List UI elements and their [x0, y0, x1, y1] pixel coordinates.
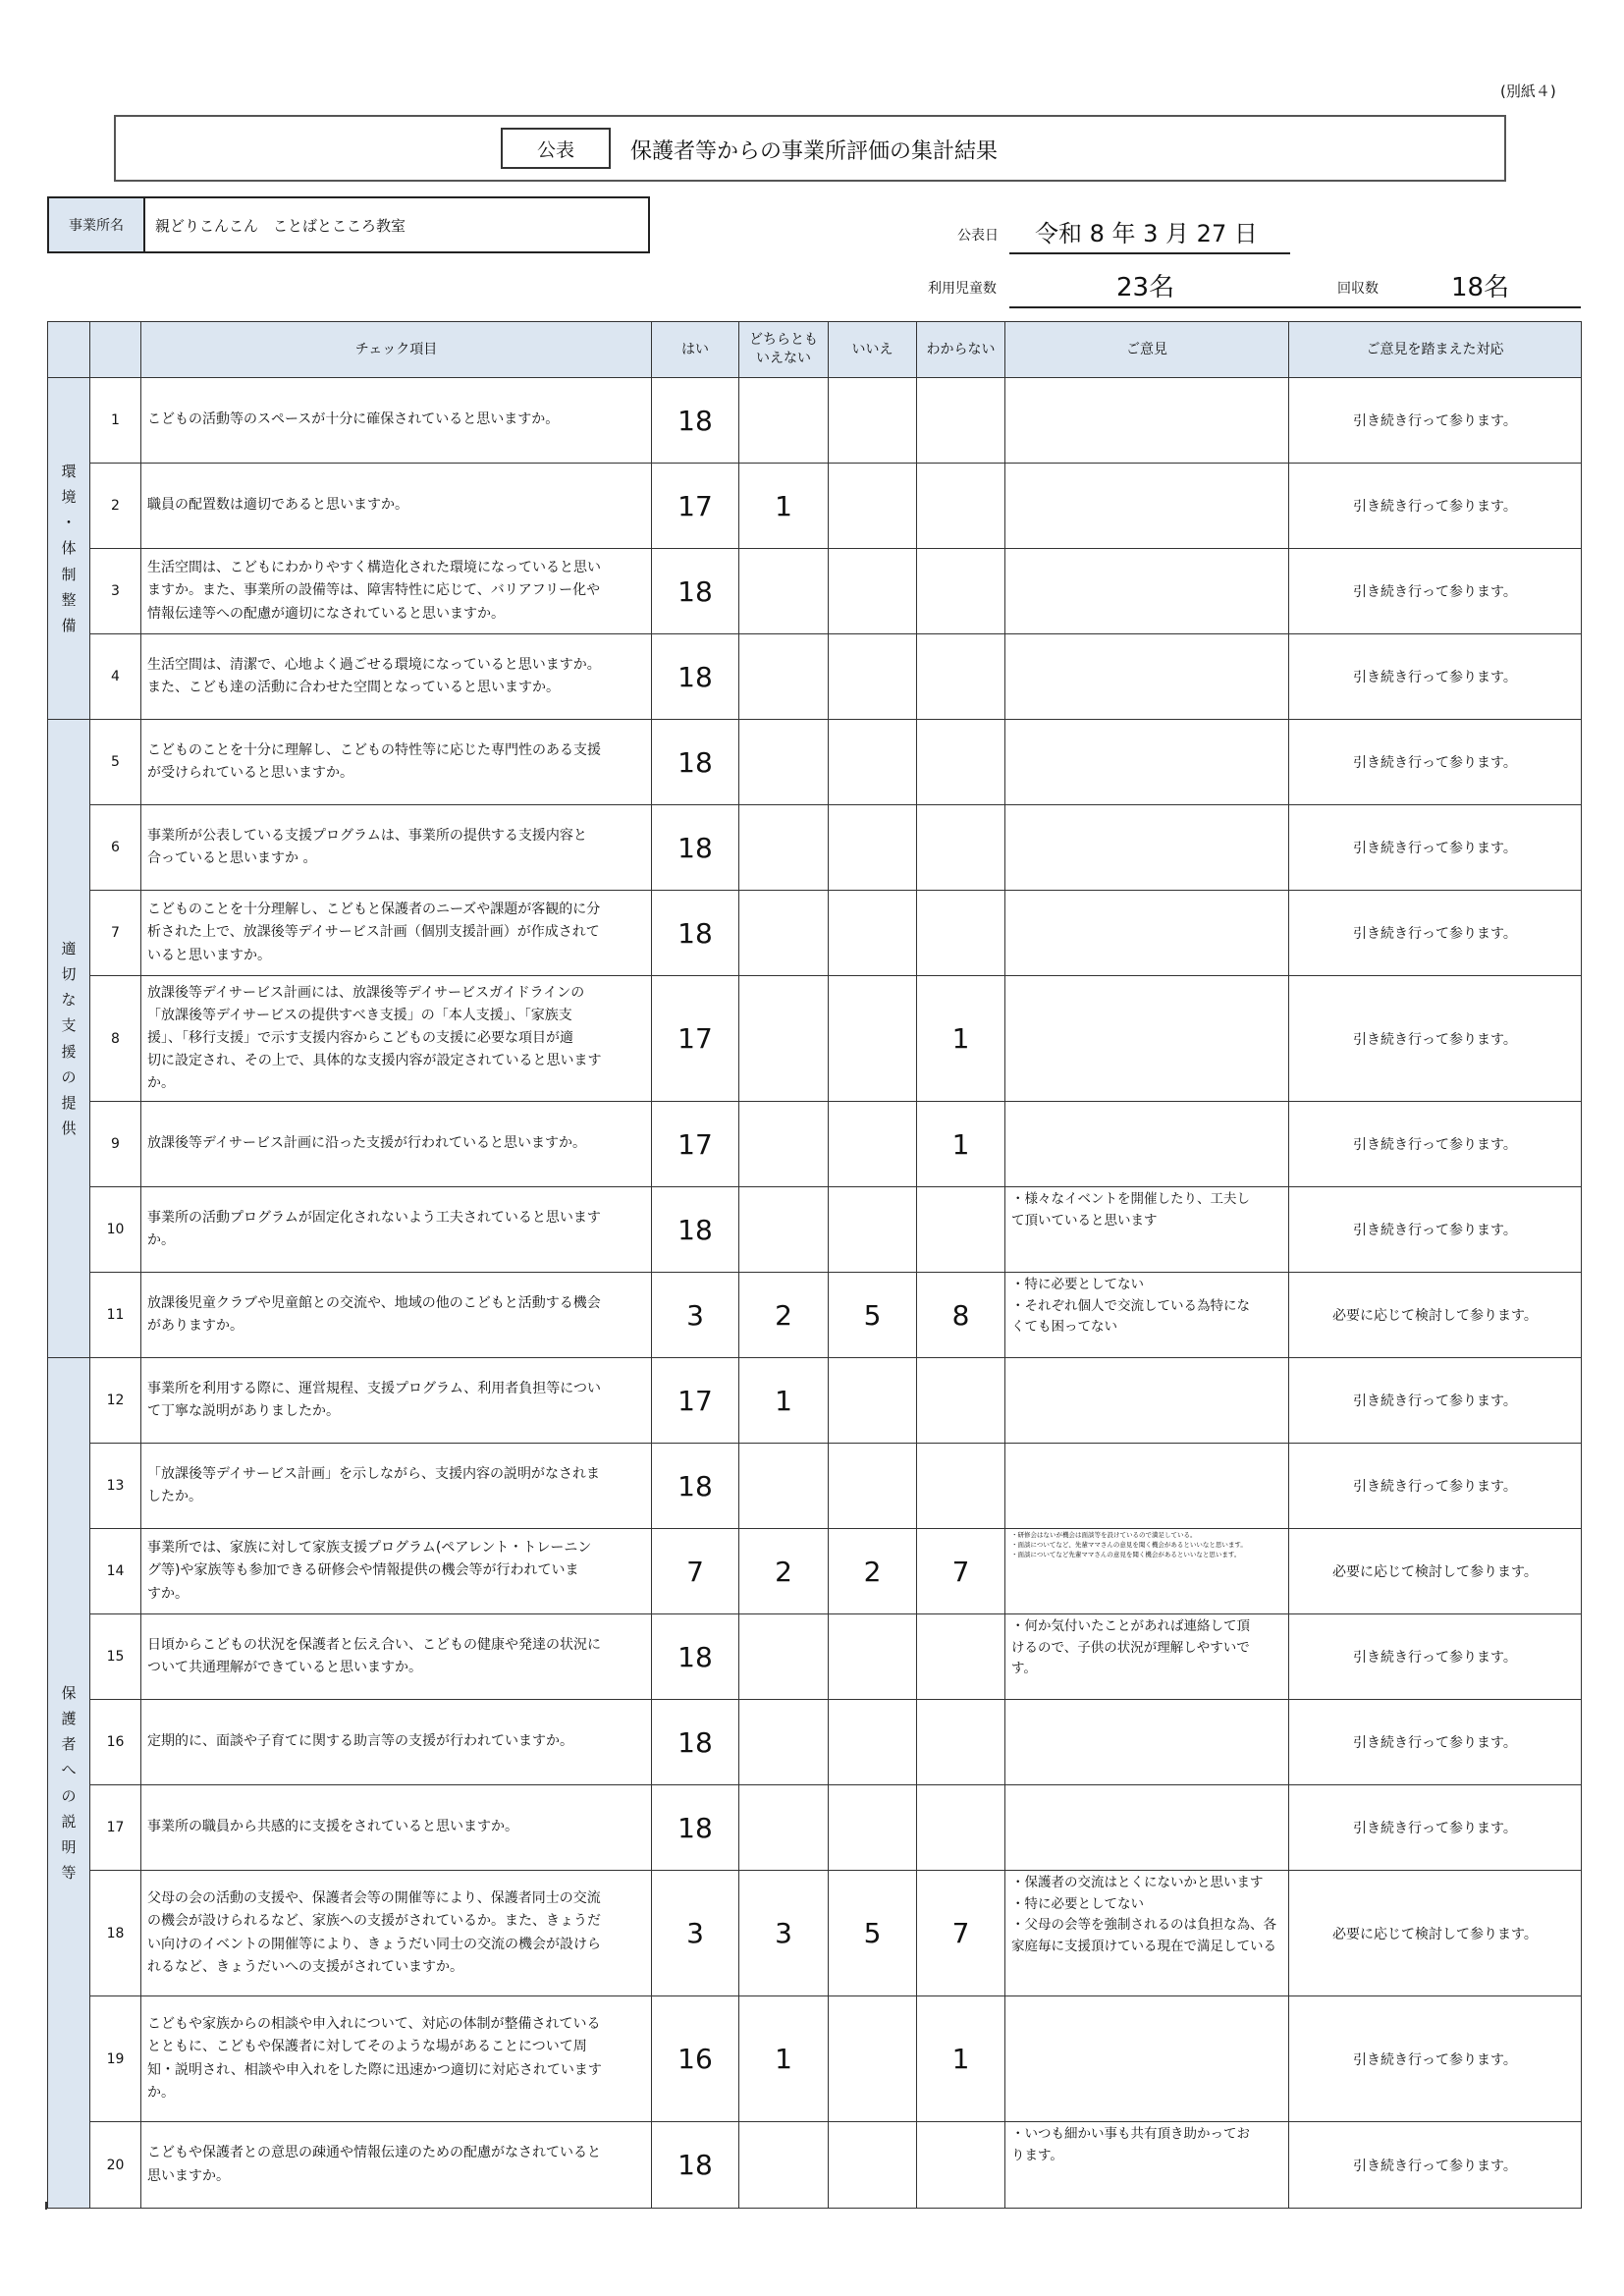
opinions-cell — [1005, 1444, 1289, 1529]
check-item-text — [141, 1871, 652, 1996]
table-row — [48, 634, 1582, 720]
opinions-cell — [1005, 891, 1289, 976]
yes-count: 18 — [652, 2122, 739, 2209]
unknown-count: 8 — [917, 1273, 1005, 1358]
check-item-text — [141, 634, 652, 720]
no-count — [829, 720, 917, 805]
item-number: 2 — [90, 464, 141, 549]
check-item-line: の機会が設けられるなど、家族への支援がされているか。また、きょうだ — [147, 1913, 601, 1930]
header-opinions: ご意見 — [1005, 322, 1289, 378]
response-text: 引き続き行って参ります。 — [1289, 1187, 1582, 1273]
table-row — [48, 805, 1582, 891]
opinion-line: ・保護者の交流はとくにないかと思います — [1011, 1875, 1264, 1890]
header-no: いいえ — [829, 322, 917, 378]
no-count — [829, 2122, 917, 2209]
header-check-item: チェック項目 — [141, 322, 652, 378]
no-count — [829, 378, 917, 464]
category-cell — [48, 720, 90, 1358]
neither-count — [739, 1614, 829, 1700]
category-cell — [48, 1358, 90, 2209]
unknown-count — [917, 720, 1005, 805]
unknown-count — [917, 891, 1005, 976]
table-row — [48, 1785, 1582, 1871]
check-item-line: グ等)や家族等も参加できる研修会や情報提供の機会等が行われていま — [147, 1562, 579, 1579]
check-item-text — [141, 1785, 652, 1871]
check-item-line: こどもや保護者との意思の疎通や情報伝達のための配慮がなされていると — [147, 2145, 601, 2161]
check-item-text — [141, 805, 652, 891]
opinion-line: ・面談についてなど、先輩ママさんの意見を聞く機会があるといいなと思います。 — [1011, 1540, 1247, 1549]
check-item-line: 父母の会の活動の支援や、保護者会等の開催等により、保護者同士の交流 — [147, 1890, 601, 1907]
office-name: 親どりこんこん ことばとこころ教室 — [155, 216, 406, 235]
check-item-line: 放課後等デイサービス計画には、放課後等デイサービスガイドラインの — [147, 984, 585, 1001]
check-item-line: 切に設定され、その上で、具体的な支援内容が設定されていると思います — [147, 1053, 602, 1069]
unknown-count — [917, 1785, 1005, 1871]
unknown-count — [917, 1444, 1005, 1529]
item-number: 9 — [90, 1102, 141, 1187]
table-body — [48, 378, 1582, 2209]
check-item-line: 定期的に、面談や子育てに関する助言等の支援が行われていますか。 — [147, 1733, 573, 1750]
category-char: 支 — [61, 1016, 77, 1035]
no-count — [829, 464, 917, 549]
check-item-line: 日頃からこどもの状況を保護者と伝え合い、こどもの健康や発達の状況に — [147, 1636, 601, 1653]
check-item-text — [141, 378, 652, 464]
item-number: 15 — [90, 1614, 141, 1700]
check-item-line: すか。 — [147, 1585, 189, 1602]
response-text: 引き続き行って参ります。 — [1289, 891, 1582, 976]
item-number: 16 — [90, 1700, 141, 1785]
opinion-line: ・特に必要としてない — [1011, 1895, 1144, 1912]
yes-count: 18 — [652, 1700, 739, 1785]
category-char: 説 — [61, 1812, 77, 1831]
response-text: 引き続き行って参ります。 — [1289, 464, 1582, 549]
check-item-line: 事業所を利用する際に、運営規程、支援プログラム、利用者負担等につい — [147, 1380, 601, 1396]
item-number: 6 — [90, 805, 141, 891]
check-item-text — [141, 720, 652, 805]
check-item-line: か。 — [147, 1075, 175, 1092]
check-item-line: 援」、「移行支援」で示す支援内容からこどもの支援に必要な項目が適 — [147, 1029, 573, 1046]
opinion-line: ります。 — [1011, 2147, 1063, 2163]
category-cell — [48, 378, 90, 720]
yes-count: 3 — [652, 1871, 739, 1996]
unknown-count — [917, 634, 1005, 720]
category-char: の — [61, 1067, 77, 1086]
no-count — [829, 549, 917, 634]
table-row — [48, 1996, 1582, 2122]
evaluation-table — [47, 321, 1582, 2209]
check-item-line: 事業所が公表している支援プログラムは、事業所の提供する支援内容と — [147, 827, 587, 844]
check-item-text — [141, 1187, 652, 1273]
category-char: 切 — [61, 964, 77, 983]
collected-count: 18名 — [1451, 273, 1510, 302]
opinions-cell — [1005, 976, 1289, 1102]
check-item-line: 放課後等デイサービス計画に沿った支援が行われていると思いますか。 — [147, 1135, 587, 1152]
category-char: 備 — [61, 617, 77, 635]
category-char: の — [61, 1786, 77, 1805]
publication-date: 令和 8 年 3 月 27 日 — [1035, 220, 1258, 247]
category-char: 体 — [61, 539, 77, 558]
check-item-text — [141, 976, 652, 1102]
check-item-line: こどもや家族からの相談や申入れについて、対応の体制が整備されている — [147, 2016, 601, 2033]
check-item-text — [141, 549, 652, 634]
neither-count — [739, 2122, 829, 2209]
response-text: 引き続き行って参ります。 — [1289, 549, 1582, 634]
no-count — [829, 976, 917, 1102]
header-neither — [739, 322, 829, 378]
no-count — [829, 1614, 917, 1700]
response-text: 引き続き行って参ります。 — [1289, 1358, 1582, 1444]
opinions-cell — [1005, 1273, 1289, 1358]
neither-count: 1 — [739, 464, 829, 549]
header-response: ご意見を踏まえた対応 — [1289, 322, 1582, 378]
category-char: 護 — [61, 1709, 77, 1727]
unknown-count — [917, 2122, 1005, 2209]
response-text: 引き続き行って参ります。 — [1289, 634, 1582, 720]
yes-count: 3 — [652, 1273, 739, 1358]
no-count — [829, 634, 917, 720]
users-count: 23名 — [1116, 273, 1175, 302]
opinion-line: けるので、子供の状況が理解しやすいで — [1011, 1639, 1250, 1656]
document-title: 保護者等からの事業所評価の集計結果 — [630, 139, 999, 164]
check-item-text — [141, 1996, 652, 2122]
check-item-text — [141, 1358, 652, 1444]
table-left-continuation — [45, 2202, 47, 2210]
table-row — [48, 976, 1582, 1102]
response-text: 引き続き行って参ります。 — [1289, 1102, 1582, 1187]
opinions-cell — [1005, 1871, 1289, 1996]
neither-count — [739, 976, 829, 1102]
category-char: 環 — [61, 462, 77, 480]
check-item-line: 事業所では、家族に対して家族支援プログラム(ペアレント・トレーニン — [147, 1540, 592, 1557]
neither-count — [739, 1444, 829, 1529]
check-item-line: ついて共通理解ができていると思いますか。 — [147, 1660, 422, 1675]
item-number: 7 — [90, 891, 141, 976]
table-row — [48, 1102, 1582, 1187]
header-neither-line1: どちらとも — [749, 332, 818, 349]
category-char: へ — [61, 1761, 77, 1779]
check-item-line: こどものことを十分理解し、こどもと保護者のニーズや課題が客観的に分 — [147, 902, 601, 918]
response-text: 引き続き行って参ります。 — [1289, 378, 1582, 464]
item-number: 5 — [90, 720, 141, 805]
table-row — [48, 1700, 1582, 1785]
check-item-line: 情報伝達等への配慮が適切になされていると思いますか。 — [147, 605, 505, 622]
opinion-line: す。 — [1011, 1661, 1037, 1677]
no-count — [829, 1358, 917, 1444]
response-text: 引き続き行って参ります。 — [1289, 1700, 1582, 1785]
no-count — [829, 1102, 917, 1187]
response-text: 引き続き行って参ります。 — [1289, 720, 1582, 805]
header-yes: はい — [652, 322, 739, 378]
no-count — [829, 1187, 917, 1273]
unknown-count — [917, 1358, 1005, 1444]
yes-count: 18 — [652, 720, 739, 805]
no-count — [829, 805, 917, 891]
opinions-cell — [1005, 1785, 1289, 1871]
opinions-cell — [1005, 1996, 1289, 2122]
neither-count — [739, 1785, 829, 1871]
neither-count: 3 — [739, 1871, 829, 1996]
neither-count — [739, 549, 829, 634]
opinions-cell — [1005, 1102, 1289, 1187]
table-row — [48, 891, 1582, 976]
yes-count: 16 — [652, 1996, 739, 2122]
check-item-line: 生活空間は、清潔で、心地よく過ごせる環境になっていると思いますか。 — [147, 656, 601, 673]
neither-count: 2 — [739, 1273, 829, 1358]
no-count — [829, 1700, 917, 1785]
check-item-line: がありますか。 — [147, 1318, 244, 1334]
publication-date-label: 公表日 — [957, 228, 999, 244]
yes-count: 18 — [652, 634, 739, 720]
no-count — [829, 891, 917, 976]
category-char: 者 — [61, 1735, 77, 1753]
unknown-count: 7 — [917, 1529, 1005, 1614]
check-item-text — [141, 1273, 652, 1358]
counts-underline — [1009, 306, 1581, 308]
table-row — [48, 1444, 1582, 1529]
response-text: 引き続き行って参ります。 — [1289, 976, 1582, 1102]
header-number — [90, 322, 141, 378]
response-text: 引き続き行って参ります。 — [1289, 1444, 1582, 1529]
neither-count — [739, 891, 829, 976]
neither-count: 1 — [739, 1996, 829, 2122]
category-char: 明 — [61, 1838, 77, 1856]
yes-count: 18 — [652, 1444, 739, 1529]
check-item-text — [141, 2122, 652, 2209]
check-item-line: したか。 — [147, 1489, 202, 1504]
opinions-cell — [1005, 378, 1289, 464]
office-label: 事業所名 — [49, 198, 145, 251]
neither-count — [739, 378, 829, 464]
yes-count: 18 — [652, 378, 739, 464]
check-item-line: ますか。また、事業所の設備等は、障害特性に応じて、バリアフリー化や — [147, 582, 601, 599]
check-item-line: 思いますか。 — [147, 2167, 230, 2184]
table-row — [48, 1614, 1582, 1700]
item-number: 3 — [90, 549, 141, 634]
header-category — [48, 322, 90, 378]
table-row — [48, 1187, 1582, 1273]
check-item-line: か。 — [147, 2084, 175, 2101]
response-text: 必要に応じて検討して参ります。 — [1289, 1273, 1582, 1358]
unknown-count: 7 — [917, 1871, 1005, 1996]
category-char: 保 — [61, 1683, 77, 1702]
unknown-count — [917, 1700, 1005, 1785]
office-box — [47, 196, 650, 253]
unknown-count: 1 — [917, 976, 1005, 1102]
check-item-text — [141, 1529, 652, 1614]
opinion-line: くても困ってない — [1011, 1319, 1117, 1336]
response-text: 引き続き行って参ります。 — [1289, 1996, 1582, 2122]
unknown-count — [917, 549, 1005, 634]
response-text: 必要に応じて検討して参ります。 — [1289, 1529, 1582, 1614]
table-row — [48, 2122, 1582, 2209]
no-count: 5 — [829, 1871, 917, 1996]
item-number: 18 — [90, 1871, 141, 1996]
category-char: 境 — [61, 487, 77, 506]
publication-date-underline — [1009, 252, 1290, 254]
unknown-count: 1 — [917, 1102, 1005, 1187]
yes-count: 18 — [652, 1614, 739, 1700]
item-number: 19 — [90, 1996, 141, 2122]
unknown-count — [917, 378, 1005, 464]
opinion-line: ・何か気付いたことがあれば連絡して頂 — [1011, 1618, 1250, 1634]
opinions-cell — [1005, 1187, 1289, 1273]
unknown-count — [917, 1614, 1005, 1700]
opinion-line: ・特に必要としてない — [1011, 1277, 1144, 1292]
response-text: 引き続き行って参ります。 — [1289, 1614, 1582, 1700]
category-char: ・ — [61, 514, 77, 532]
neither-count: 2 — [739, 1529, 829, 1614]
item-number: 12 — [90, 1358, 141, 1444]
check-item-line: こどものことを十分に理解し、こどもの特性等に応じた専門性のある支援 — [147, 741, 601, 758]
category-char: 提 — [61, 1094, 77, 1112]
unknown-count — [917, 805, 1005, 891]
no-count — [829, 1996, 917, 2122]
item-number: 17 — [90, 1785, 141, 1871]
check-item-text — [141, 464, 652, 549]
item-number: 10 — [90, 1187, 141, 1273]
neither-count — [739, 805, 829, 891]
table-row — [48, 1529, 1582, 1614]
category-char: 援 — [61, 1042, 77, 1061]
check-item-line: が受けられていると思いますか。 — [147, 765, 353, 781]
response-text: 引き続き行って参ります。 — [1289, 2122, 1582, 2209]
check-item-line: 知・説明され、相談や申入れをした際に迅速かつ適切に対応されています — [147, 2061, 602, 2078]
opinion-line: て頂いていると思います — [1011, 1212, 1158, 1229]
category-char: 供 — [61, 1120, 77, 1138]
yes-count: 17 — [652, 464, 739, 549]
yes-count: 18 — [652, 805, 739, 891]
check-item-line: また、こども達の活動に合わせた空間となっていると思いますか。 — [147, 680, 560, 695]
check-item-line: 生活空間は、こどもにわかりやすく構造化された環境になっていると思い — [147, 560, 601, 576]
item-number: 11 — [90, 1273, 141, 1358]
opinion-line: ・父母の会等を強制されるのは負担な為、各 — [1011, 1917, 1276, 1934]
table-row — [48, 1273, 1582, 1358]
category-char: な — [61, 991, 77, 1009]
check-item-line: 合っていると思いますか 。 — [147, 850, 317, 866]
unknown-count — [917, 464, 1005, 549]
neither-count — [739, 1187, 829, 1273]
appendix-label: (別紙４) — [1500, 82, 1556, 100]
yes-count: 18 — [652, 549, 739, 634]
opinions-cell — [1005, 1614, 1289, 1700]
check-item-line: 析された上で、放課後等デイサービス計画（個別支援計画）が作成されて — [147, 924, 600, 941]
header-neither-line2: いえない — [756, 351, 811, 366]
check-item-line: こどもの活動等のスペースが十分に確保されていると思いますか。 — [147, 411, 560, 428]
opinions-cell — [1005, 1358, 1289, 1444]
opinion-line: ・それぞれ個人で交流している為特にな — [1011, 1297, 1250, 1314]
table-header-row — [48, 322, 1582, 378]
category-char: 整 — [61, 590, 77, 609]
table-row — [48, 464, 1582, 549]
response-text: 引き続き行って参ります。 — [1289, 1785, 1582, 1871]
table-row — [48, 1871, 1582, 1996]
yes-count: 7 — [652, 1529, 739, 1614]
opinion-line: ・面談についてなど先輩ママさんの意見を聞く機会があるといいなと思います。 — [1011, 1550, 1241, 1558]
users-count-label: 利用児童数 — [928, 281, 997, 297]
check-item-text — [141, 891, 652, 976]
check-item-line: 放課後児童クラブや児童館との交流や、地域の他のこどもと活動する機会 — [147, 1294, 601, 1311]
neither-count: 1 — [739, 1358, 829, 1444]
collected-count-label: 回収数 — [1337, 281, 1379, 297]
category-char: 等 — [61, 1864, 77, 1883]
no-count — [829, 1785, 917, 1871]
item-number: 4 — [90, 634, 141, 720]
check-item-text — [141, 1102, 652, 1187]
table-row — [48, 1358, 1582, 1444]
yes-count: 17 — [652, 1358, 739, 1444]
item-number: 8 — [90, 976, 141, 1102]
opinion-line: ・様々なイベントを開催したり、工夫し — [1011, 1191, 1250, 1207]
check-item-text — [141, 1700, 652, 1785]
yes-count: 18 — [652, 1785, 739, 1871]
yes-count: 17 — [652, 1102, 739, 1187]
no-count: 5 — [829, 1273, 917, 1358]
check-item-line: い向けのイベントの開催等により、きょうだい同士の交流の機会が設けら — [147, 1936, 601, 1952]
opinion-line: ・研修会はないが機会は面談等を設けているので満足している。 — [1011, 1531, 1197, 1539]
response-text: 必要に応じて検討して参ります。 — [1289, 1871, 1582, 1996]
item-number: 1 — [90, 378, 141, 464]
opinions-cell — [1005, 549, 1289, 634]
yes-count: 18 — [652, 891, 739, 976]
check-item-line: いると思いますか。 — [147, 947, 271, 963]
opinions-cell — [1005, 464, 1289, 549]
unknown-count — [917, 1187, 1005, 1273]
check-item-line: 職員の配置数は適切であると思いますか。 — [147, 497, 408, 514]
yes-count: 18 — [652, 1187, 739, 1273]
check-item-line: か。 — [147, 1232, 175, 1248]
opinions-cell — [1005, 1529, 1289, 1614]
item-number: 14 — [90, 1529, 141, 1614]
neither-count — [739, 1102, 829, 1187]
table-row — [48, 549, 1582, 634]
item-number: 13 — [90, 1444, 141, 1529]
table-row — [48, 378, 1582, 464]
item-number: 20 — [90, 2122, 141, 2209]
title-box — [114, 115, 1506, 182]
check-item-line: とともに、こどもや保護者に対してそのような場があることについて周 — [147, 2039, 587, 2055]
opinion-line: 家庭毎に支援頂けている現在で満足している — [1011, 1938, 1276, 1954]
response-text: 引き続き行って参ります。 — [1289, 805, 1582, 891]
neither-count — [739, 1700, 829, 1785]
check-item-line: て丁寧な説明がありましたか。 — [147, 1403, 340, 1419]
yes-count: 17 — [652, 976, 739, 1102]
category-char: 制 — [61, 565, 77, 583]
opinions-cell — [1005, 2122, 1289, 2209]
no-count: 2 — [829, 1529, 917, 1614]
opinion-line: ・いつも細かい事も共有頂き助かってお — [1011, 2126, 1250, 2142]
opinions-cell — [1005, 805, 1289, 891]
publication-badge: 公表 — [501, 128, 611, 169]
category-char: 適 — [61, 939, 77, 957]
neither-count — [739, 720, 829, 805]
opinions-cell — [1005, 720, 1289, 805]
opinions-cell — [1005, 634, 1289, 720]
unknown-count: 1 — [917, 1996, 1005, 2122]
check-item-line: 事業所の活動プログラムが固定化されないよう工夫されていると思います — [147, 1209, 601, 1226]
opinions-cell — [1005, 1700, 1289, 1785]
check-item-line: れるなど、きょうだいへの支援がされていますか。 — [147, 1958, 463, 1975]
check-item-line: 「放課後等デイサービス計画」を示しながら、支援内容の説明がなされま — [147, 1465, 601, 1482]
check-item-text — [141, 1614, 652, 1700]
check-item-line: 「放課後等デイサービスの提供すべき支援」の「本人支援」、「家族支 — [147, 1007, 572, 1023]
check-item-line: 事業所の職員から共感的に支援をされていると思いますか。 — [147, 1819, 518, 1835]
header-unknown: わからない — [917, 322, 1005, 378]
check-item-text — [141, 1444, 652, 1529]
neither-count — [739, 634, 829, 720]
no-count — [829, 1444, 917, 1529]
table-row — [48, 720, 1582, 805]
